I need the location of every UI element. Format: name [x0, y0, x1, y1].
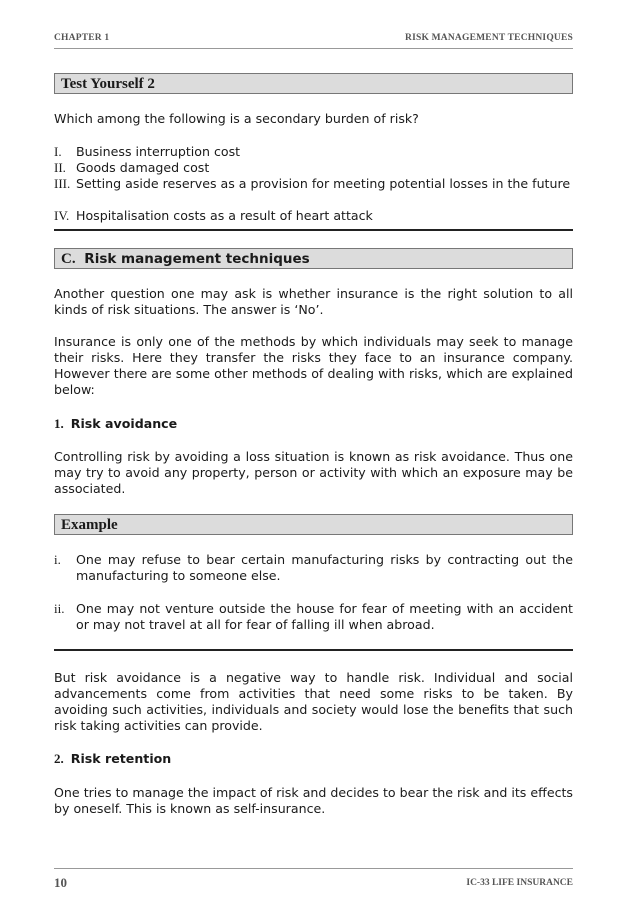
option-item: [54, 176, 573, 192]
course-title: IC-33 LIFE INSURANCE: [466, 878, 573, 888]
option-text: Setting aside reserves as a provision for meeting potential losses in the future: [76, 176, 571, 191]
option-text: Hospitalisation costs as a result of heart attack: [76, 208, 373, 223]
paragraph: Another question one may ask is whether insurance is the right solution to all kinds of risk situations. The answer is ‘No’.: [54, 286, 573, 317]
section-title: Risk management techniques: [84, 251, 310, 267]
option-text: Business interruption cost: [76, 144, 241, 159]
footer-divider: [54, 868, 573, 869]
paragraph: But risk avoidance is a negative way to handle risk. Individual and social advancements come from activities that need some risks to be taken. By avoiding such activities, individuals and society would lose the benefits that such risk taking activities can provide.: [54, 670, 573, 733]
option-marker: I.: [54, 144, 62, 159]
option-marker: IV.: [54, 208, 70, 223]
document-page: [54, 0, 573, 907]
subhead-number: 1.: [54, 416, 64, 431]
example-heading: [54, 514, 573, 535]
option-marker: II.: [54, 160, 66, 175]
example-marker: ii.: [54, 601, 65, 616]
example-item: [54, 552, 573, 584]
section-letter: C.: [61, 251, 76, 267]
section-c-heading: [54, 248, 573, 269]
option-item: [54, 144, 573, 160]
option-text: Goods damaged cost: [76, 160, 210, 175]
paragraph: Controlling risk by avoiding a loss situation is known as risk avoidance. Thus one may try to avoid any property, person or activity with which an exposure may be associated.: [54, 449, 573, 496]
page-number: 10: [54, 875, 67, 890]
chapter-title: RISK MANAGEMENT TECHNIQUES: [405, 33, 573, 43]
example-marker: i.: [54, 552, 61, 567]
option-item: [54, 208, 573, 224]
paragraph: Insurance is only one of the methods by which individuals may seek to manage their risks. Here they transfer the risks they face to an insurance company. However there are some other methods of dealing with risks, which are explained below:: [54, 334, 573, 397]
subhead-number: 2.: [54, 751, 64, 766]
paragraph: One tries to manage the impact of risk and decides to bear the risk and its effects by oneself. This is known as self-insurance.: [54, 785, 573, 816]
example-divider: [54, 649, 573, 651]
chapter-label: CHAPTER 1: [54, 33, 110, 43]
option-item: [54, 160, 573, 176]
test-yourself-heading: [54, 73, 573, 94]
risk-retention-heading: [54, 751, 171, 767]
risk-avoidance-heading: [54, 416, 177, 432]
example-text: One may not venture outside the house for fear of meeting with an accident or may not travel at all for fear of falling ill when abroad.: [76, 601, 573, 632]
subhead-title: Risk retention: [70, 751, 172, 766]
option-marker: III.: [54, 176, 71, 191]
example-text: One may refuse to bear certain manufacturing risks by contracting out the manufacturing to someone else.: [76, 552, 573, 583]
section-divider: [54, 229, 573, 231]
subhead-title: Risk avoidance: [70, 416, 178, 431]
header-divider: [54, 48, 573, 49]
test-yourself-title: Test Yourself 2: [61, 76, 155, 92]
test-question: Which among the following is a secondary burden of risk?: [54, 111, 419, 126]
example-item: [54, 601, 573, 633]
example-title: Example: [61, 517, 118, 533]
